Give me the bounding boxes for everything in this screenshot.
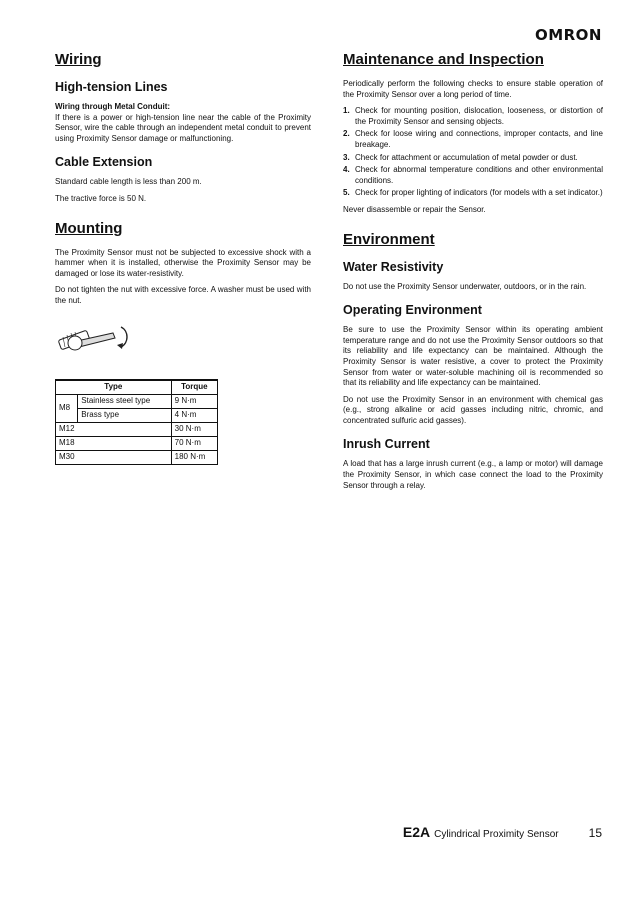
omron-logo: OMRON [534, 26, 602, 44]
table-row [56, 394, 218, 408]
page-footer [403, 824, 602, 840]
size-cell: M8 [56, 394, 78, 422]
product-name: Cylindrical Proximity Sensor [434, 829, 559, 840]
list-item [343, 153, 603, 164]
item-number: 3. [343, 152, 350, 162]
list-item [343, 106, 603, 127]
item-text: Check for mounting position, dislocation, looseness, or distortion of the Proximity Sensor and sensing objects. [355, 106, 603, 126]
water-resistivity-subsection [343, 259, 603, 293]
mounting-heading: Mounting [55, 219, 123, 237]
item-number: 1. [343, 106, 350, 116]
maintenance-outro: Never disassemble or repair the Sensor. [343, 204, 486, 214]
maintenance-intro: Periodically perform the following checks to ensure stable operation of the Proximity Sensor over a long period of time. [343, 79, 603, 99]
model-name: E2A [402, 824, 431, 840]
torque-cell: 30 N·m [171, 422, 217, 436]
maintenance-section [343, 50, 603, 216]
operating-environment-text-2: Do not use the Proximity Sensor in an environment with chemical gas (e.g., strong alkaline or acid gasses including nitric, chromic, and concentrated sulfuric acid gasses). [343, 394, 603, 425]
water-resistivity-heading: Water Resistivity [343, 259, 444, 274]
cable-length-text: Standard cable length is less than 200 m. [55, 177, 202, 187]
item-text: Check for loose wiring and connections, improper contacts, and line breakage. [355, 129, 603, 149]
mounting-nut-text: Do not tighten the nut with excessive force. A washer must be used with the nut. [55, 285, 311, 305]
torque-cell: 4 N·m [171, 408, 217, 422]
type-column-header: Type [56, 380, 172, 395]
torque-table [55, 379, 218, 465]
metal-conduit-lead: Wiring through Metal Conduit: [55, 102, 171, 111]
size-cell: M18 [56, 436, 172, 450]
table-row [56, 408, 218, 422]
item-text: Check for abnormal temperature conditions and other environmental conditions. [355, 165, 603, 185]
wrench-illustration [55, 321, 311, 361]
item-number: 2. [343, 129, 350, 139]
size-cell: M12 [56, 422, 172, 436]
material-cell: Stainless steel type [78, 394, 171, 408]
size-cell: M30 [56, 450, 172, 464]
high-tension-body: If there is a power or high-tension line near the cable of the Proximity Sensor, wire the cable through an independent metal conduit to prevent using Proximity Sensor damage or malfunctioning. [55, 112, 311, 143]
table-row [56, 436, 218, 450]
maintenance-checklist [343, 106, 603, 199]
cable-extension-subsection [55, 154, 311, 204]
torque-cell: 70 N·m [171, 436, 217, 450]
operating-environment-heading: Operating Environment [343, 303, 482, 318]
operating-environment-subsection [343, 302, 603, 426]
wiring-section [55, 50, 311, 205]
mounting-section [55, 219, 311, 465]
table-row [56, 450, 218, 464]
item-number: 5. [343, 188, 350, 198]
high-tension-text [55, 102, 311, 144]
page-number: 15 [588, 826, 602, 840]
high-tension-subsection [55, 79, 311, 144]
left-column [55, 50, 311, 479]
item-text: Check for attachment or accumulation of metal powder or dust. [355, 152, 578, 162]
inrush-current-subsection [343, 436, 603, 491]
material-cell: Brass type [78, 408, 171, 422]
wiring-heading: Wiring [55, 51, 102, 68]
right-column [343, 50, 603, 505]
torque-cell: 9 N·m [171, 394, 217, 408]
wrench-icon [55, 321, 135, 361]
torque-column-header: Torque [171, 380, 217, 395]
inrush-current-text: A load that has a large inrush current (e.g., a lamp or motor) will damage the Proximity Sensor, in which case connect the load to the Proximity Sensor through a relay. [343, 459, 603, 490]
list-item [343, 129, 603, 150]
environment-section [343, 230, 603, 492]
environment-heading: Environment [343, 230, 435, 248]
operating-environment-text-1: Be sure to use the Proximity Sensor within its operating ambient temperature range and do not use the Proximity Sensor outdoors so that its reliability and life expectancy can be maintained. Although the Proximity Sensor is water resistive, a cover to protect the Proximity Sensor from water or water-soluble machining oil is recommended so that its reliability and life expectancy can be maintained. [343, 325, 603, 388]
high-tension-heading: High-tension Lines [55, 80, 168, 94]
water-resistivity-text: Do not use the Proximity Sensor underwater, outdoors, or in the rain. [343, 281, 587, 291]
cable-extension-heading: Cable Extension [55, 155, 153, 170]
inrush-current-heading: Inrush Current [343, 437, 430, 452]
table-row [56, 422, 218, 436]
torque-table-header [56, 380, 218, 395]
tractive-force-text: The tractive force is 50 N. [55, 193, 147, 203]
item-text: Check for proper lighting of indicators (for models with a set indicator.) [355, 188, 603, 198]
item-number: 4. [343, 165, 350, 175]
torque-cell: 180 N·m [171, 450, 217, 464]
list-item [343, 188, 603, 199]
maintenance-heading: Maintenance and Inspection [343, 51, 544, 68]
mounting-shock-text: The Proximity Sensor must not be subjected to excessive shock with a hammer when it is installed, otherwise the Proximity Sensor may be damaged or lose its water-resistivity. [55, 247, 311, 278]
list-item [343, 165, 603, 186]
